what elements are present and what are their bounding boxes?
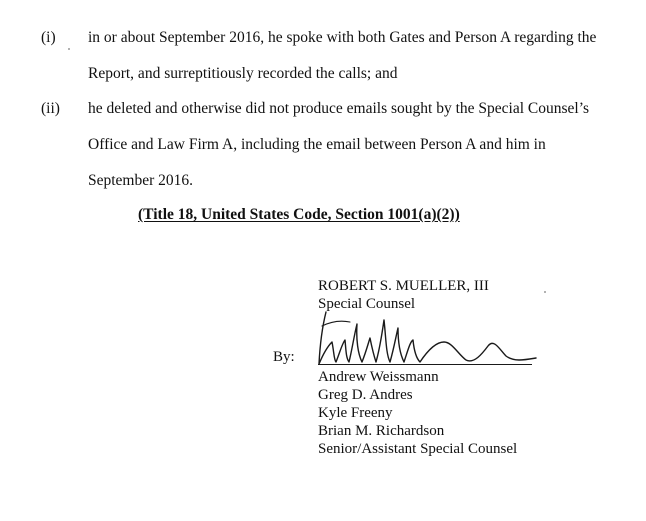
signer-name: ROBERT S. MUELLER, III xyxy=(318,278,489,294)
scan-speck xyxy=(544,291,546,293)
item-i-line-2: Report, and surreptitiously recorded the calls; and xyxy=(88,65,398,82)
item-marker-i: (i) xyxy=(41,29,56,46)
scan-speck xyxy=(68,48,70,50)
signer-1: Andrew Weissmann xyxy=(318,369,439,385)
signature-line xyxy=(318,364,532,365)
signer-title: Special Counsel xyxy=(318,296,416,312)
signer-4: Brian M. Richardson xyxy=(318,423,445,439)
signer-3: Kyle Freeny xyxy=(318,405,393,421)
signer-2: Greg D. Andres xyxy=(318,387,413,403)
by-label: By: xyxy=(273,349,295,365)
item-ii-line-1: he deleted and otherwise did not produce emails sought by the Special Counsel’s xyxy=(88,100,590,117)
item-marker-ii: (ii) xyxy=(41,100,60,117)
item-ii-line-3: September 2016. xyxy=(88,172,194,189)
signers-title: Senior/Assistant Special Counsel xyxy=(318,441,518,457)
item-ii-line-2: Office and Law Firm A, including the email between Person A and him in xyxy=(88,136,546,153)
statute-citation: (Title 18, United States Code, Section 1001(a)(2)) xyxy=(138,206,460,223)
item-i-line-1: in or about September 2016, he spoke with both Gates and Person A regarding the xyxy=(88,29,597,46)
